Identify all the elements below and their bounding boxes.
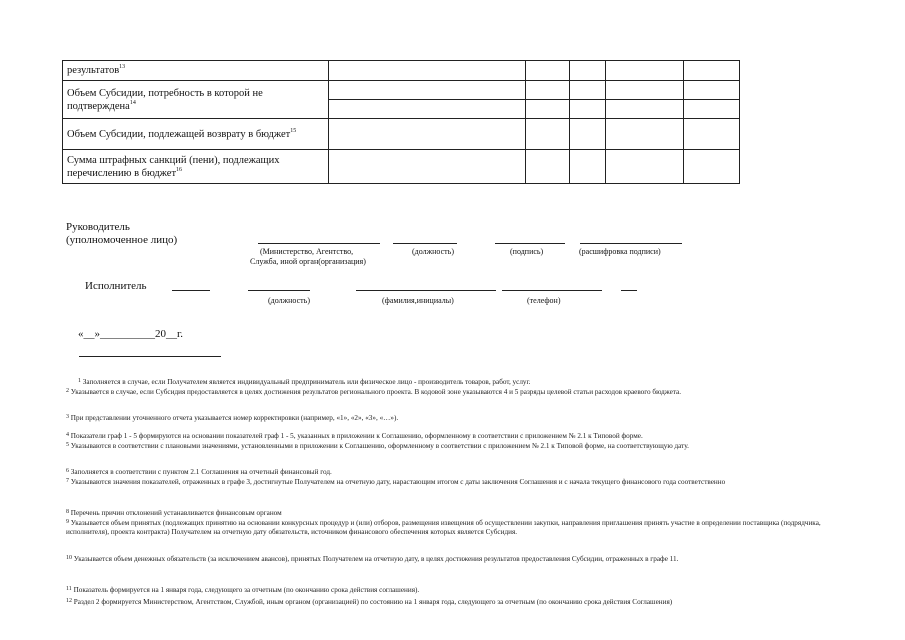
footnote-11: $^{11}$ Показатель формируется на 1 января года, следующего за отчетным (по окончанию срока действия соглашения). [66, 586, 420, 594]
caption-exec-phone: (телефон) [527, 296, 561, 305]
caption-exec-name: (фамилия,инициалы) [382, 296, 454, 305]
row-label: Сумма штрафных санкций (пени), подлежащих перечислению в бюджет$^{16}$ [63, 150, 329, 184]
table-row [63, 61, 740, 81]
footnote-5: $^5$ Указываются в соответствии с плановыми значениями, установленными в приложении к Соглашению, оформленному в соответствии с приложением № 2.1 к Типовой форме, на соответствующую дату. [66, 442, 689, 450]
results-table [62, 60, 740, 184]
executor-line-2 [248, 290, 310, 291]
footnote-4: $^4$ Показатели граф 1 - 5 формируются на основании показателей граф 1 - 5, указанных в приложении к Соглашению, оформленному в соответствии с приложением № 2.1 к Типовой форме. [66, 432, 643, 440]
caption-decode: (расшифровка подписи) [579, 247, 661, 256]
head-label: Руководитель [66, 221, 130, 233]
footnote-2: $^2$ Указывается в случае, если Субсидия предоставляется в целях достижения результатов регионального проекта. В кодовой зоне указываются 4 и 5 разряды целевой статьи расходов краевого бюджета. [66, 388, 682, 396]
footnote-separator [79, 356, 221, 357]
table-row [63, 150, 740, 184]
table-row [63, 119, 740, 150]
footnote-6: $^6$ Заполняется в соответствии с пунктом 2.1 Соглашения на отчетный финансовый год. [66, 468, 332, 476]
footnote-12: $^{12}$ Раздел 2 формируется Министерством, Агентством, Службой, иным органом (организацией) по состоянию на 1 января года, следующего за отчетным (по окончанию срока действия Соглашения) [66, 598, 673, 606]
row-label: результатов$^{13}$ [63, 61, 329, 81]
executor-line-5 [621, 290, 637, 291]
org-line [258, 243, 380, 244]
caption-org-2: Служба, иной орган(организация) [250, 257, 366, 266]
caption-position: (должность) [412, 247, 454, 256]
signature-line [495, 243, 565, 244]
date-field: «__»__________20__г. [78, 328, 184, 340]
head-sublabel: (уполномоченное лицо) [66, 234, 178, 246]
decode-line [580, 243, 682, 244]
executor-line-1 [172, 290, 210, 291]
footnote-10: $^{10}$ Указывается объем денежных обязательств (за исключением авансов), принятых Получателем на отчетную дату, в целях достижения результатов предоставления Субсидии, отраженных в графе 11. [66, 555, 679, 563]
caption-org-1: (Министерство, Агентство, [260, 247, 354, 256]
caption-signature: (подпись) [510, 247, 544, 256]
footnote-3: $^3$ При представлении уточненного отчета указывается номер корректировки (например, «1», «2», «3», «…»). [66, 414, 399, 422]
footnote-8: $^8$ Перечень причин отклонений устанавливается финансовым органом [66, 509, 282, 517]
executor-label: Исполнитель [85, 280, 147, 292]
footnote-9: $^9$ Указывается объем принятых (подлежащих принятию на основании конкурсных процедур и (или) отборов, размещения извещения об осуществлении закупки, направления приглашения принять участие в определении поставщика (подрядчика, исполнителя), проекта контракта) Получателем на отчетную дату обязательств, источником финансового обеспечения которых является Субсидия. [66, 519, 821, 536]
row-label: Объем Субсидии, потребность в которой не подтверждена$^{14}$ [63, 81, 329, 119]
executor-line-4 [502, 290, 602, 291]
table-row [63, 81, 740, 100]
footnote-1: $^1$ Заполняется в случае, если Получателем является индивидуальный предприниматель или физическое лицо - производитель товаров, работ, услуг. [78, 378, 531, 386]
footnote-7: $^7$ Указываются значения показателей, отраженных в графе 3, достигнутые Получателем на отчетную дату, нарастающим итогом с даты заключения Соглашения и с начала текущего финансового года соответственно [66, 478, 726, 486]
caption-exec-position: (должность) [268, 296, 310, 305]
row-label: Объем Субсидии, подлежащей возврату в бюджет$^{15}$ [63, 119, 329, 150]
position-line [393, 243, 457, 244]
executor-line-3 [356, 290, 496, 291]
